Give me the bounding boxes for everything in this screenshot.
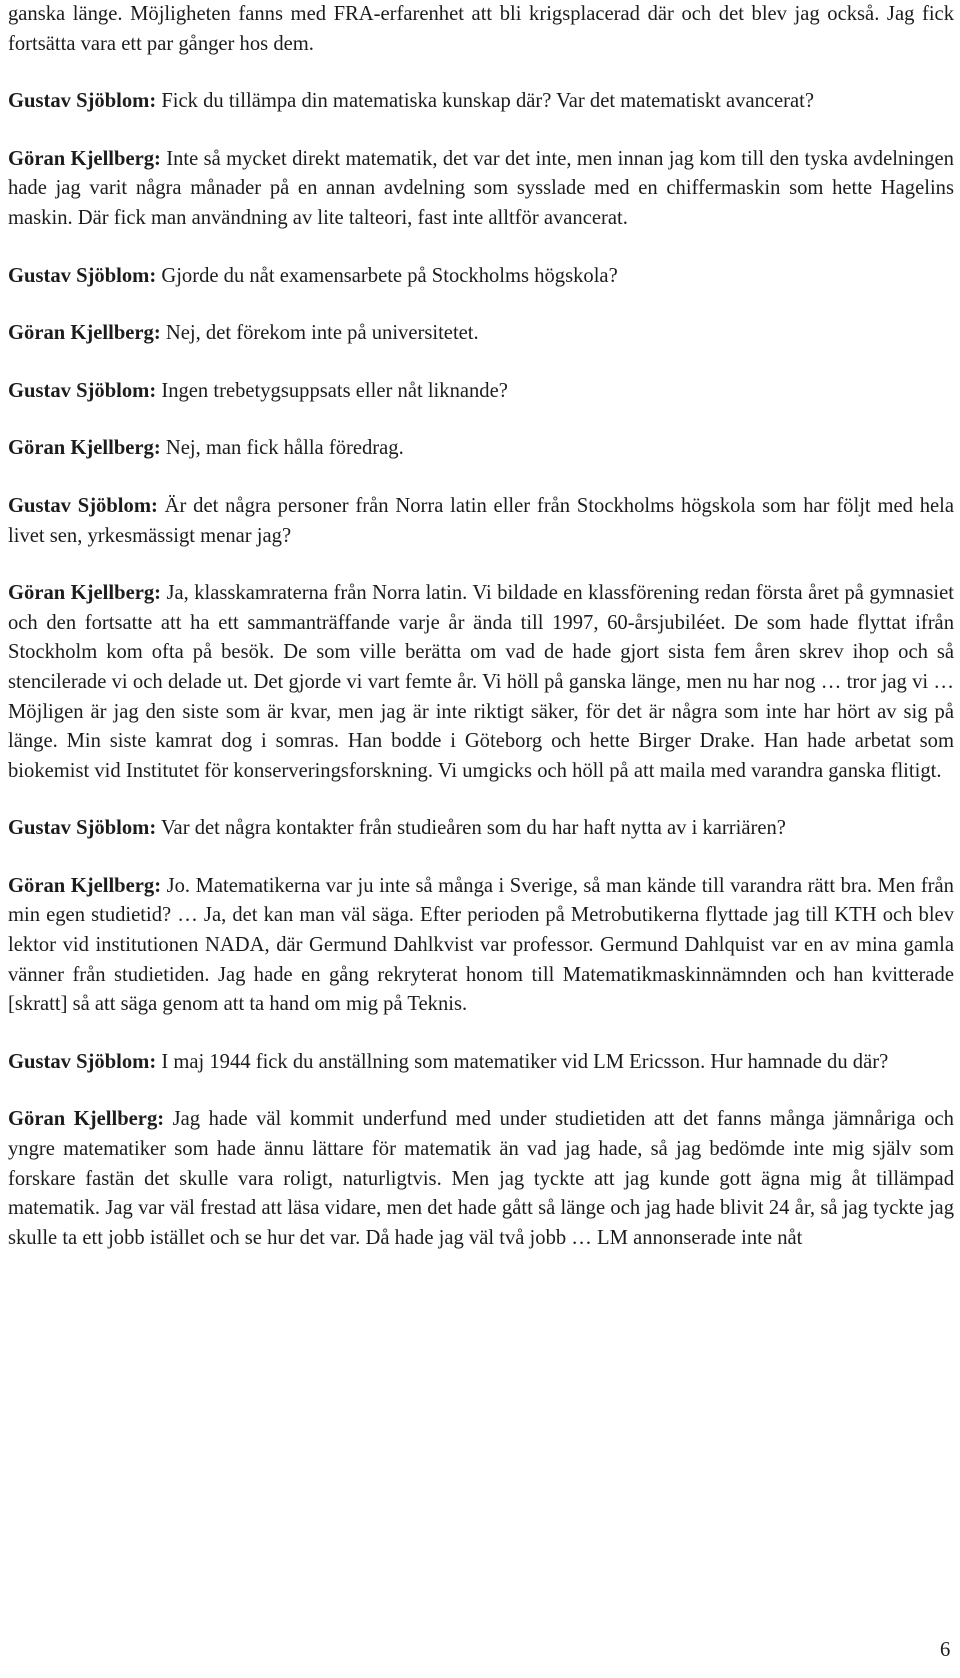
paragraph-answer	[8, 1105, 954, 1253]
page-number: 6	[940, 1639, 951, 1661]
paragraph-question	[8, 87, 954, 117]
paragraph-text: Fick du tillämpa din matematiska kunskap där? Var det matematiskt avancerat?	[156, 90, 815, 113]
speaker-name: Gustav Sjöblom:	[8, 264, 157, 287]
speaker-name: Göran Kjellberg:	[8, 322, 161, 345]
paragraph-question	[8, 377, 954, 407]
speaker-name: Göran Kjellberg:	[8, 874, 162, 897]
paragraph-text: Inte så mycket direkt matematik, det var det inte, men innan jag kom till den tyska avdelningen hade jag varit några månader på en annan avdelning som sysslade med en chiffermaskin som hette Hagelins maskin. Där fick man användning av lite talteori, fast inte alltför avancerat.	[8, 147, 954, 229]
paragraph-question	[8, 262, 954, 292]
paragraph-text: ganska länge. Möjligheten fanns med FRA-erfarenhet att bli krigsplacerad där och det blev jag också. Jag fick fortsätta vara ett par gånger hos dem.	[8, 3, 954, 55]
speaker-name: Göran Kjellberg:	[8, 437, 161, 460]
speaker-name: Gustav Sjöblom:	[8, 1050, 157, 1073]
paragraph-text: Nej, det förekom inte på universitetet.	[160, 322, 479, 345]
paragraph-question	[8, 492, 954, 551]
speaker-name: Göran Kjellberg:	[8, 582, 162, 605]
paragraph-answer	[8, 579, 954, 786]
paragraph-text: Jo. Matematikerna var ju inte så många i Sverige, så man kände till varandra rätt bra. Men från min egen studietid? … Ja, det kan man väl säga. Efter perioden på Metrobutikerna flyttade jag till KTH och blev lektor vid institutionen NADA, där Germund Dahlkvist var professor. Germund Dahlquist var en av mina gamla vänner från studietiden. Jag hade en gång rekryterat honom till Matematikmaskinnämnden och han kvitterade [skratt] så att säga genom att ta hand om mig på Teknis.	[8, 874, 954, 1016]
paragraph-text: Gjorde du nåt examensarbete på Stockholms högskola?	[156, 264, 618, 287]
paragraph-text: Nej, man fick hålla föredrag.	[160, 437, 404, 460]
speaker-name: Gustav Sjöblom:	[8, 494, 158, 517]
speaker-name: Gustav Sjöblom:	[8, 817, 157, 840]
paragraph-answer	[8, 319, 954, 349]
paragraph-text: Jag hade väl kommit underfund med under studietiden att det fanns många jämnåriga och yngre matematiker som hade ännu lättare för matematik än vad jag hade, så jag bedömde inte mig själv som forskare fastän det skulle vara roligt, naturligtvis. Men jag tyckte att jag kunde gott ägna mig åt tillämpad matematik. Jag var väl frestad att läsa vidare, men det hade gått så länge och jag hade blivit 24 år, så jag tyckte jag skulle ta ett jobb istället och se hur det var. Då hade jag väl två jobb … LM annonserade inte nåt	[8, 1108, 954, 1249]
document-page	[8, 0, 954, 1253]
paragraph-text: Ja, klasskamraterna från Norra latin. Vi bildade en klassförening redan första året på gymnasiet och den fortsatte att ha ett sammanträffande varje år ända till 1997, 60-årsjubiléet. De som hade flyttat ifrån Stockholm kom ofta på besök. De som ville berätta om vad de hade gjort sista fem åren skrev ihop och så stencilerade vi och delade ut. Det gjorde vi vart femte år. Vi höll på ganska länge, men nu har nog … tror jag vi … Möjligen är jag den siste som är kvar, men jag är inte riktigt säker, för det är några som inte har hört av sig på länge. Min siste kamrat dog i somras. Han bodde i Göteborg och hette Birger Drake. Han hade arbetat som biokemist vid Institutet för konserveringsforskning. Vi umgicks och höll på att maila med varandra ganska flitigt.	[8, 582, 954, 782]
speaker-name: Gustav Sjöblom:	[8, 90, 157, 113]
paragraph-text: Ingen trebetygsuppsats eller nåt liknande?	[156, 379, 508, 402]
paragraph-answer	[8, 872, 954, 1020]
paragraph-continuation	[8, 0, 954, 59]
speaker-name: Gustav Sjöblom:	[8, 379, 157, 402]
paragraph-text: I maj 1944 fick du anställning som matematiker vid LM Ericsson. Hur hamnade du där?	[156, 1050, 889, 1073]
paragraph-text: Var det några kontakter från studieåren som du har haft nytta av i karriären?	[156, 817, 786, 840]
speaker-name: Göran Kjellberg:	[8, 147, 161, 170]
paragraph-question	[8, 814, 954, 844]
paragraph-text: Är det några personer från Norra latin eller från Stockholms högskola som har följt med hela livet sen, yrkesmässigt menar jag?	[8, 494, 955, 547]
paragraph-question	[8, 1048, 954, 1078]
paragraph-answer	[8, 434, 954, 464]
paragraph-answer	[8, 145, 954, 234]
speaker-name: Göran Kjellberg:	[8, 1108, 165, 1131]
